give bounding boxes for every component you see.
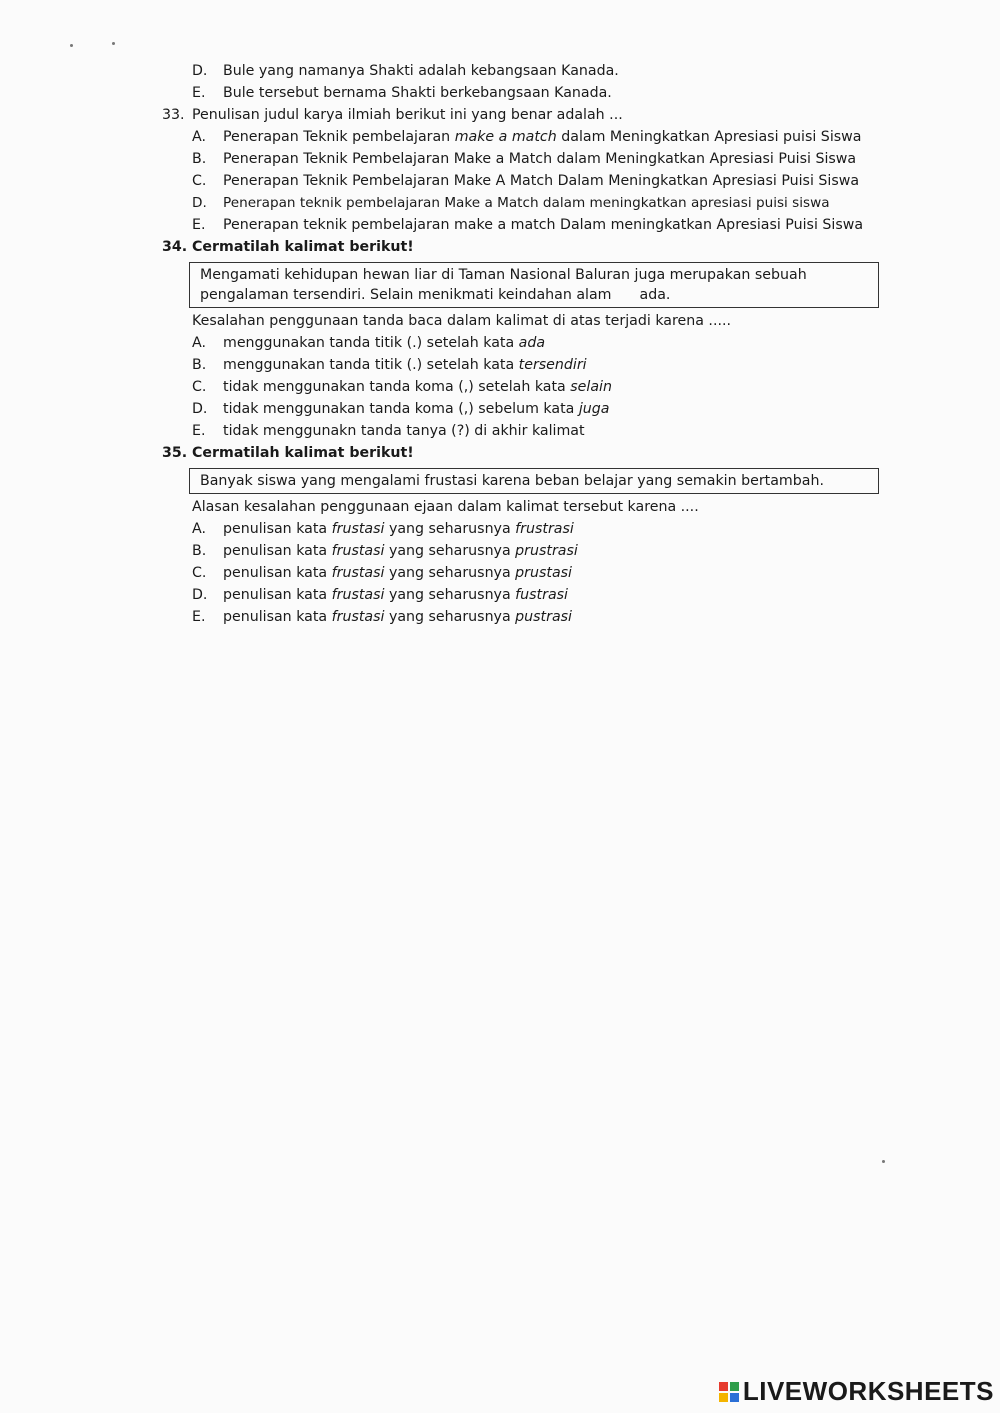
question-number: 33.	[162, 107, 185, 123]
quote-text-end: ada.	[639, 287, 671, 303]
option-text-italic: make a match	[454, 129, 557, 145]
option-text-italic: ada	[518, 335, 546, 351]
option-text-post: dalam Meningkatkan Apresiasi puisi Siswa	[556, 129, 862, 145]
logo-text: LIVEWORKSHEETS	[742, 1376, 994, 1406]
scan-speck	[70, 44, 73, 47]
question-heading: Cermatilah kalimat berikut!	[192, 445, 414, 461]
option-letter: E.	[192, 423, 206, 439]
option-letter: C.	[192, 173, 207, 189]
q34-option-b[interactable]	[162, 354, 922, 376]
logo-square	[719, 1382, 728, 1391]
question-number: 34.	[162, 239, 188, 255]
option-text-italic: frustasi	[331, 565, 385, 581]
option-text-italic: fustrasi	[515, 587, 568, 603]
option-letter: B.	[192, 357, 207, 373]
option-text-pre: penulisan kata	[223, 521, 332, 537]
q34-option-d[interactable]	[162, 398, 922, 420]
question-35	[162, 442, 922, 464]
q34-option-c[interactable]	[162, 376, 922, 398]
option-text-mid: yang seharusnya	[384, 609, 516, 625]
option-text-pre: penulisan kata	[223, 609, 332, 625]
option-text-mid: yang seharusnya	[384, 521, 516, 537]
option-text-italic: pustrasi	[515, 609, 572, 625]
option-text-pre: Penerapan Teknik pembelajaran	[223, 129, 455, 145]
quote-text: Banyak siswa yang mengalami frustasi karena beban belajar yang semakin bertambah.	[200, 473, 824, 489]
q34-quote-box	[189, 262, 879, 308]
q35-option-b[interactable]	[162, 540, 922, 562]
option-text-italic: frustasi	[331, 521, 385, 537]
question-33	[162, 104, 922, 126]
option-text: Penerapan teknik pembelajaran make a match Dalam meningkatkan Apresiasi Puisi Siswa	[223, 217, 864, 233]
option-letter: A.	[192, 335, 206, 351]
logo-square	[730, 1393, 739, 1402]
option-text: Bule tersebut bernama Shakti berkebangsaan Kanada.	[223, 85, 612, 101]
option-text-italic: juga	[578, 401, 610, 417]
question-34	[162, 236, 922, 258]
option-letter: C.	[192, 565, 207, 581]
question-number: 35.	[162, 445, 188, 461]
option-text-italic: prustrasi	[515, 543, 578, 559]
option-letter: D.	[192, 63, 208, 79]
option-letter: D.	[192, 587, 208, 603]
option-text-italic: selain	[570, 379, 612, 395]
option-text-pre: penulisan kata	[223, 543, 332, 559]
logo-square	[719, 1393, 728, 1402]
q33-option-e[interactable]	[162, 214, 922, 236]
option-letter: B.	[192, 543, 207, 559]
option-text-italic: frustasi	[331, 609, 385, 625]
logo-square	[730, 1382, 739, 1391]
prev-option-e[interactable]	[162, 82, 922, 104]
option-letter: B.	[192, 151, 207, 167]
scan-speck	[882, 1160, 885, 1163]
logo-grid-icon	[719, 1382, 739, 1402]
option-text: Bule yang namanya Shakti adalah kebangsaan Kanada.	[223, 63, 619, 79]
option-letter: A.	[192, 521, 206, 537]
q35-option-a[interactable]	[162, 518, 922, 540]
option-letter: D.	[192, 195, 207, 211]
option-text-pre: menggunakan tanda titik (.) setelah kata	[223, 335, 519, 351]
worksheet-content	[162, 60, 922, 628]
q35-option-e[interactable]	[162, 606, 922, 628]
q35-question-text: Alasan kesalahan penggunaan ejaan dalam kalimat tersebut karena ....	[192, 499, 699, 515]
option-text: Penerapan Teknik Pembelajaran Make A Match Dalam Meningkatkan Apresiasi Puisi Siswa	[223, 173, 860, 189]
option-letter: E.	[192, 217, 206, 233]
option-text-pre: tidak menggunakan tanda koma (,) sebelum kata	[223, 401, 579, 417]
option-text-mid: yang seharusnya	[384, 565, 516, 581]
question-heading: Cermatilah kalimat berikut!	[192, 239, 414, 255]
q35-option-d[interactable]	[162, 584, 922, 606]
q34-option-a[interactable]	[162, 332, 922, 354]
option-text-italic: tersendiri	[518, 357, 587, 373]
quote-text: Mengamati kehidupan hewan liar di Taman Nasional Baluran juga merupakan sebuah pengalaman tersendiri. Selain menikmati keindahan alam	[200, 267, 807, 303]
option-text-mid: yang seharusnya	[384, 543, 516, 559]
question-text: Penulisan judul karya ilmiah berikut ini yang benar adalah ...	[192, 107, 623, 123]
option-text-italic: frustasi	[331, 587, 385, 603]
option-letter: E.	[192, 609, 206, 625]
option-text-italic: frustrasi	[515, 521, 574, 537]
option-text: Penerapan teknik pembelajaran Make a Match dalam meningkatkan apresiasi puisi siswa	[223, 195, 830, 211]
q33-option-b[interactable]	[162, 148, 922, 170]
q33-option-c[interactable]	[162, 170, 922, 192]
option-text-pre: tidak menggunakan tanda koma (,) setelah kata	[223, 379, 571, 395]
q33-option-a[interactable]	[162, 126, 922, 148]
option-letter: C.	[192, 379, 207, 395]
q34-question-text: Kesalahan penggunaan tanda baca dalam kalimat di atas terjadi karena .....	[192, 313, 731, 329]
option-text: Penerapan Teknik Pembelajaran Make a Match dalam Meningkatkan Apresiasi Puisi Siswa	[223, 151, 857, 167]
q33-option-d[interactable]	[162, 192, 922, 214]
option-letter: A.	[192, 129, 206, 145]
option-text-pre: menggunakan tanda titik (.) setelah kata	[223, 357, 519, 373]
q34-option-e[interactable]	[162, 420, 922, 442]
option-text-pre: penulisan kata	[223, 565, 332, 581]
option-text-mid: yang seharusnya	[384, 587, 516, 603]
liveworksheets-logo	[719, 1376, 994, 1407]
q35-quote-box	[189, 468, 879, 494]
option-text-italic: frustasi	[331, 543, 385, 559]
scan-speck	[112, 42, 115, 45]
option-text-italic: prustasi	[515, 565, 572, 581]
option-text-pre: penulisan kata	[223, 587, 332, 603]
option-letter: E.	[192, 85, 206, 101]
q35-option-c[interactable]	[162, 562, 922, 584]
option-text: tidak menggunakn tanda tanya (?) di akhir kalimat	[223, 423, 585, 439]
prev-option-d[interactable]	[162, 60, 922, 82]
option-letter: D.	[192, 401, 208, 417]
